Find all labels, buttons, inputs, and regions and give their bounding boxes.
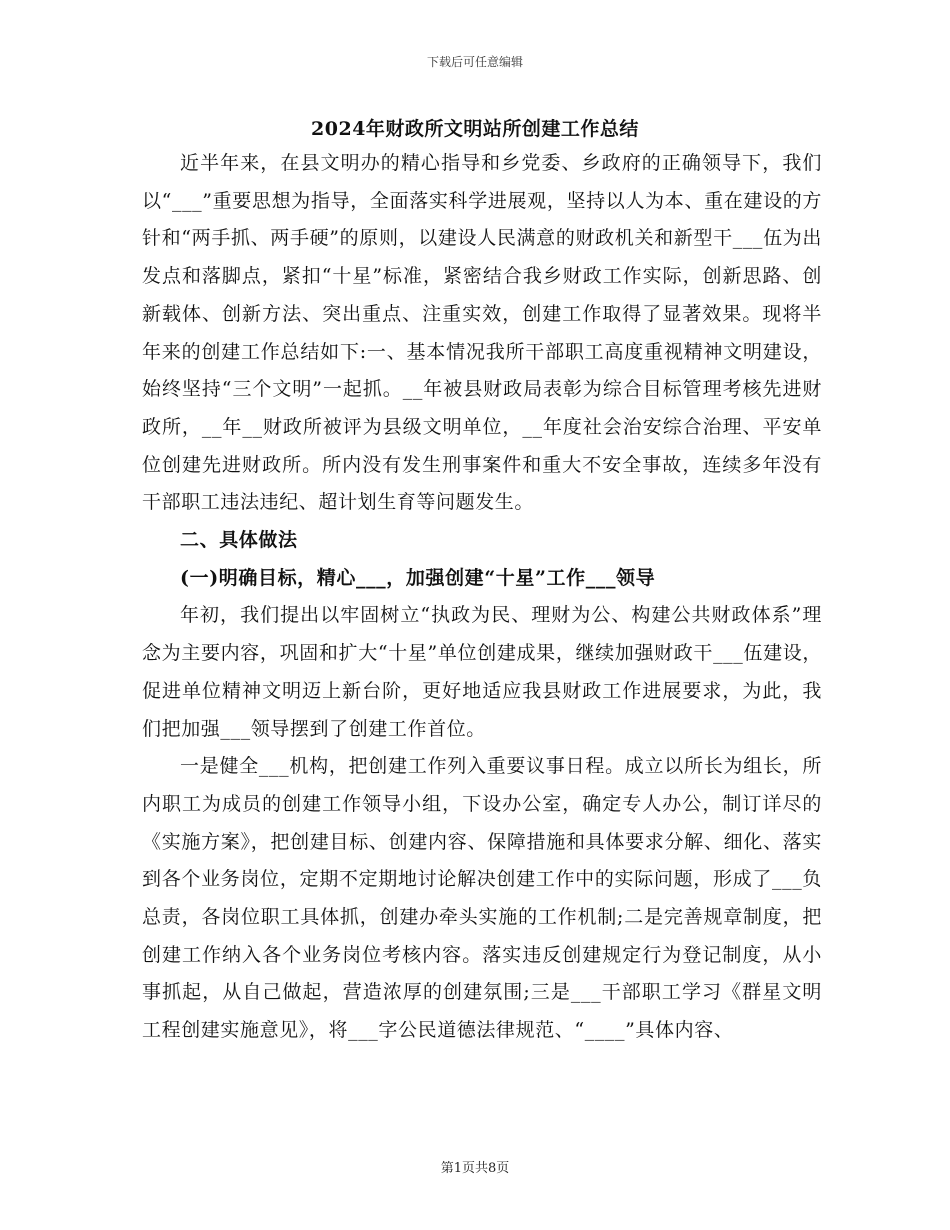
paragraph-measures: 一是健全___机构，把创建工作列入重要议事日程。成立以所长为组长，所内职工为成员的创建工作领导小组，下设办公室，确定专人办公，制订详尽的《实施方案》，把创建目标、创建内容、保障措施和具体要求分解、细化、落实到各个业务岗位，定期不定期地讨论解决创建工作中的实际问题，形成了___负总责，各岗位职工具体抓，创建办牵头实施的工作机制;二是完善规章制度，把创建工作纳入各个业务岗位考核内容。落实违反创建规定行为登记制度，从小事抓起，从自己做起，营造浓厚的创建氛围;三是___干部职工学习《群星文明工程创建实施意见》，将___字公民道德法律规范、“____”具体内容、 — [142, 755, 822, 1042]
subsection-heading: (一)明确目标，精心___，加强创建“十星”工作___领导 — [180, 566, 656, 589]
paragraph-goals: 年初，我们提出以牢固树立“执政为民、理财为公、构建公共财政体系”理念为主要内容，巩固和扩大“十星”单位创建成果，继续加强财政干___伍建设，促进单位精神文明迈上新台阶，更好地适应我县财政工作进展要求，为此，我们把加强___领导摆到了创建工作首位。 — [142, 604, 822, 740]
header-note: 下载后可任意编辑 — [426, 55, 523, 69]
paragraph-intro: 近半年来，在县文明办的精心指导和乡党委、乡政府的正确领导下，我们以“___”重要思想为指导，全面落实科学进展观，坚持以人为本、重在建设的方针和“两手抓、两手硬”的原则，以建设人民满意的财政机关和新型干___伍为出发点和落脚点，紧扣“十星”标准，紧密结合我乡财政工作实际，创新思路、创新载体、创新方法、突出重点、注重实效，创建工作取得了显著效果。现将半年来的创建工作总结如下:一、基本情况我所干部职工高度重视精神文明建设，始终坚持“三个文明”一起抓。__年被县财政局表彰为综合目标管理考核先进财政所，__年__财政所被评为县级文明单位，__年度社会治安综合治理、平安单位创建先进财政所。所内没有发生刑事案件和重大不安全事故，连续多年没有干部职工违法违纪、超计划生育等问题发生。 — [142, 152, 822, 514]
document-title: 2024年财政所文明站所创建工作总结 — [311, 118, 639, 140]
document-body — [142, 145, 822, 1050]
section-heading: 二、具体做法 — [180, 529, 298, 552]
page-number: 第1页共8页 — [440, 1161, 510, 1176]
